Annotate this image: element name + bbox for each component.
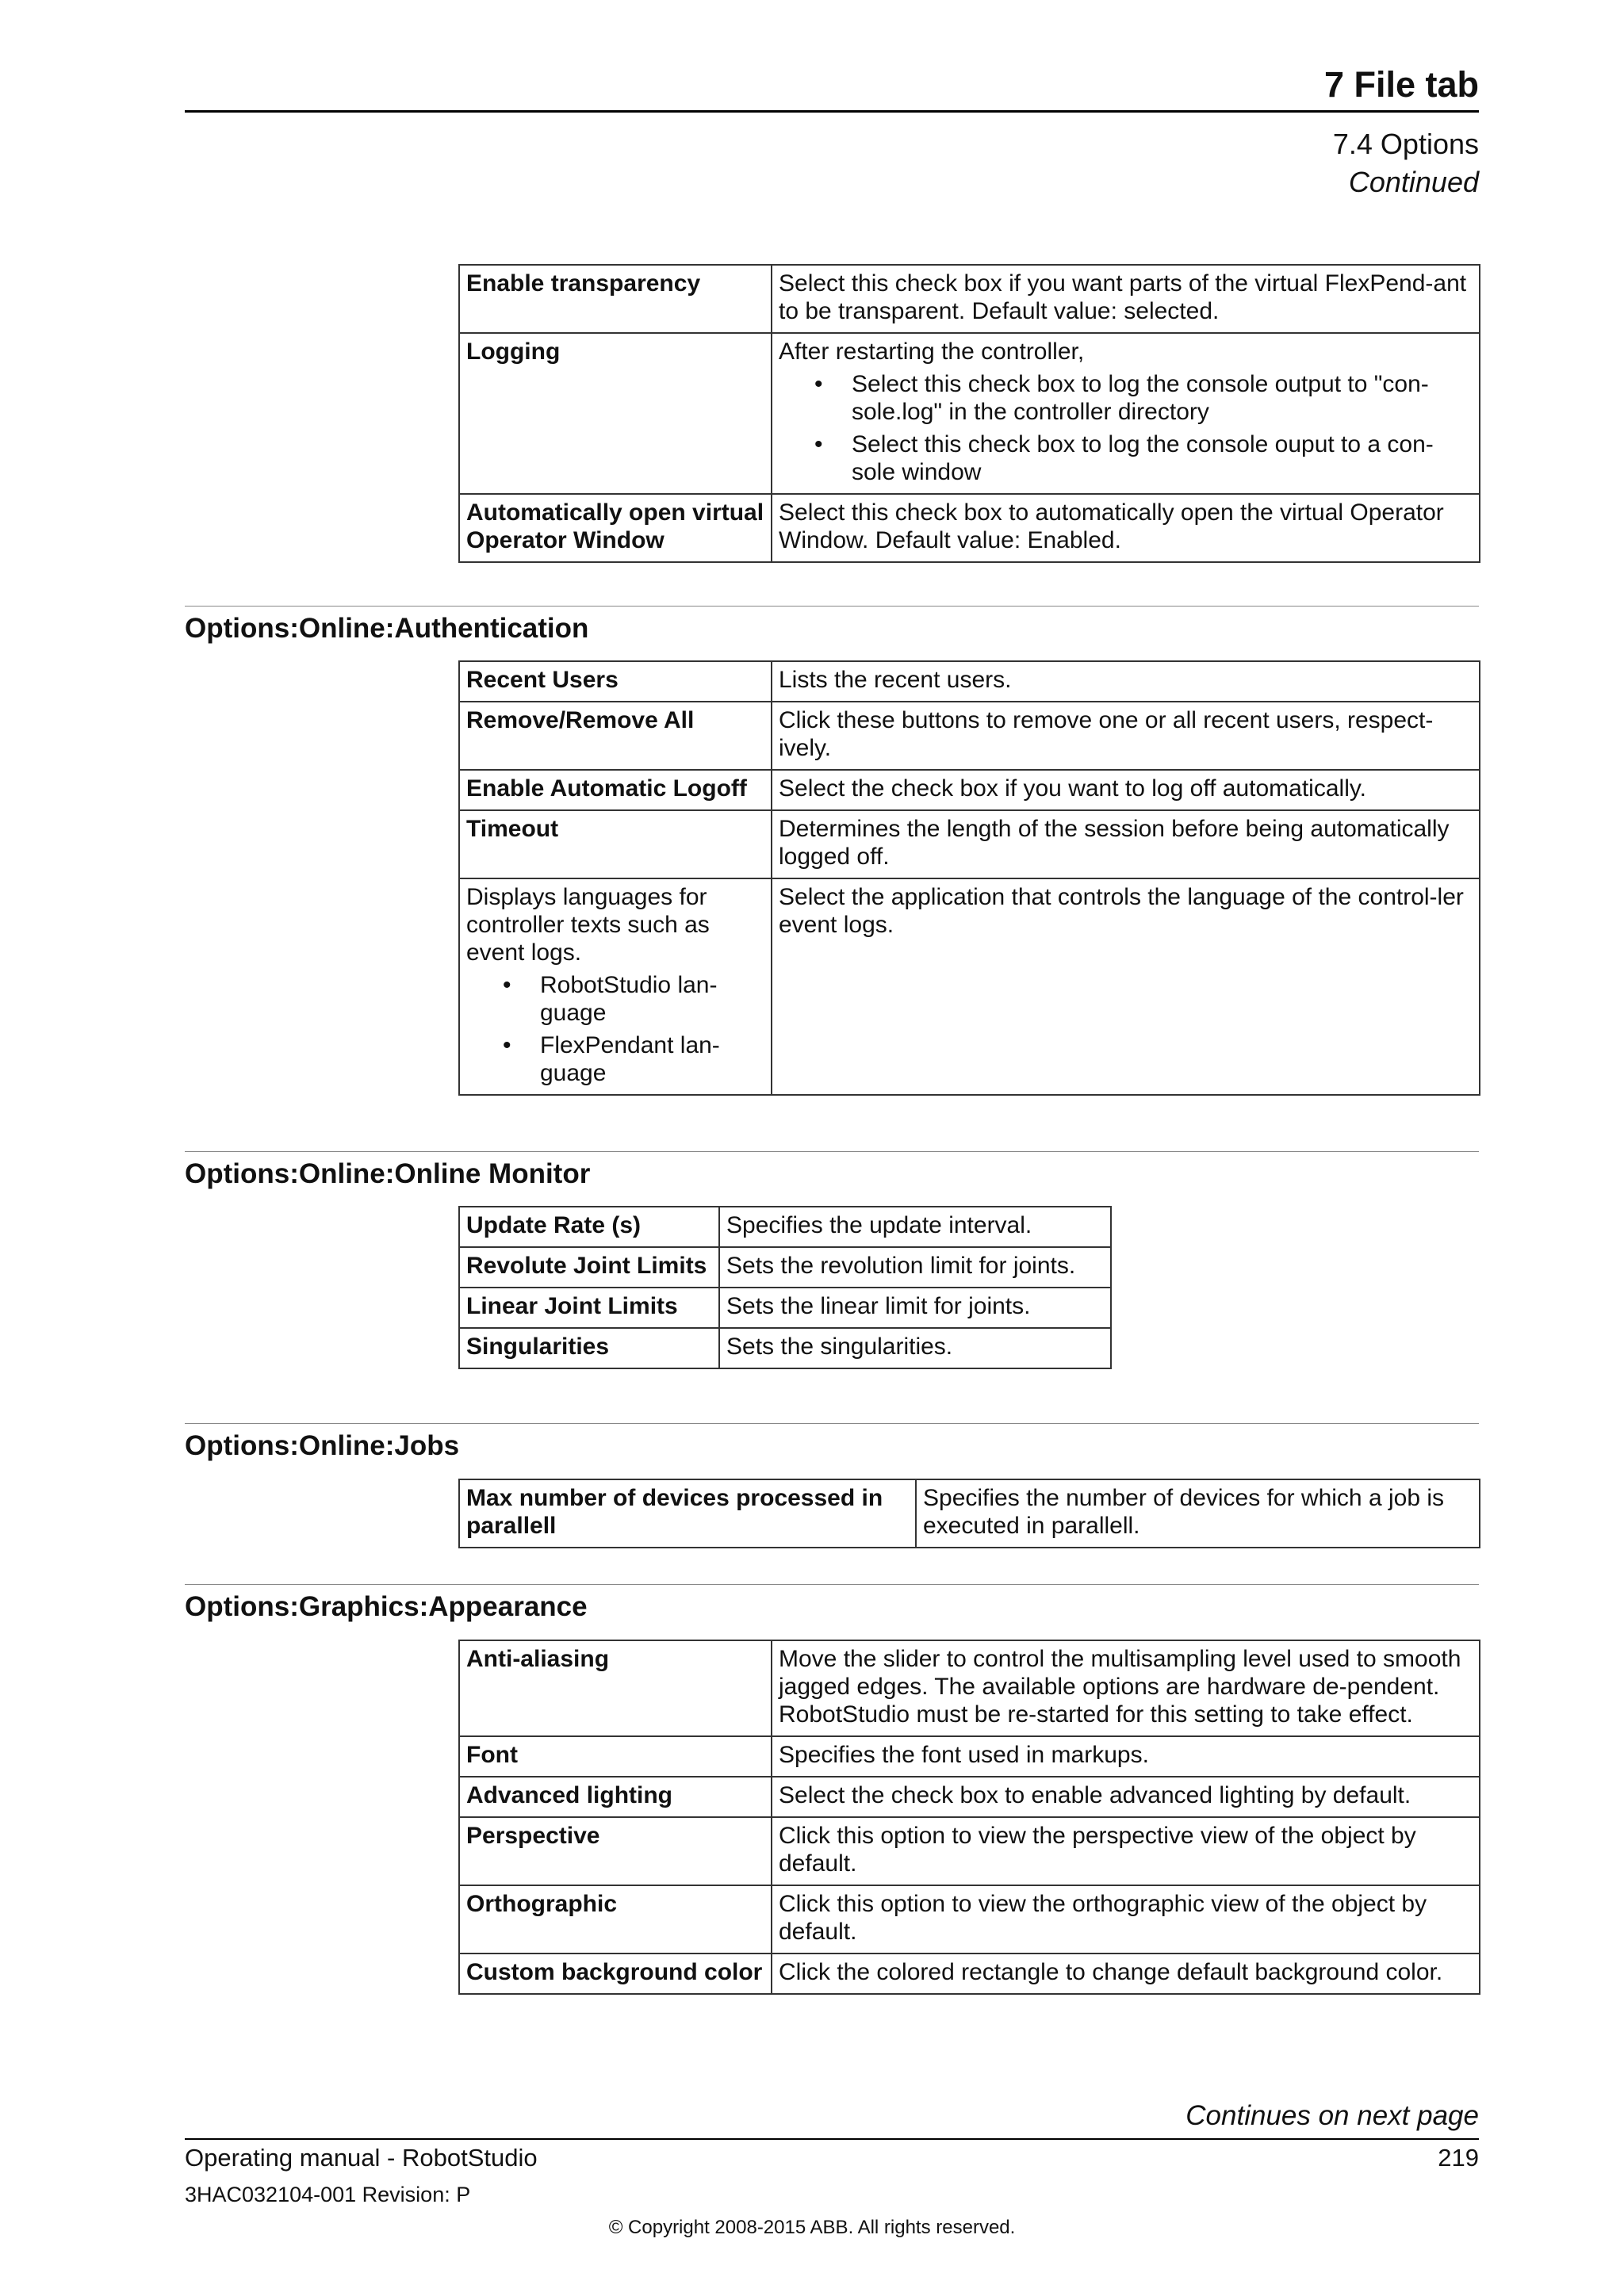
option-term: Custom background color — [459, 1954, 772, 1994]
section-heading: Options:Online:Online Monitor — [185, 1158, 591, 1189]
list-item: • RobotStudio lan-guage — [466, 971, 766, 1027]
jobs-table — [458, 1479, 1480, 1548]
header-rule — [185, 110, 1479, 113]
table-row — [459, 1207, 1111, 1247]
copyright-notice: © Copyright 2008-2015 ABB. All rights reserved. — [608, 2217, 1016, 2238]
option-term: Automatically open virtual Operator Window — [459, 494, 772, 562]
table-row — [459, 1328, 1111, 1368]
option-description: Click this option to view the perspective view of the object by default. — [772, 1817, 1480, 1885]
bullet-list — [779, 370, 1474, 486]
document-id: 3HAC032104-001 Revision: P — [185, 2183, 471, 2206]
option-description: Specifies the font used in markups. — [772, 1736, 1480, 1777]
chapter-title: 7 File tab — [1323, 64, 1479, 105]
option-term: Anti-aliasing — [459, 1640, 772, 1736]
option-description: Determines the length of the session before being automatically logged off. — [772, 810, 1480, 878]
option-description: Click these buttons to remove one or all recent users, respect-ively. — [772, 702, 1480, 770]
option-term: Revolute Joint Limits — [459, 1247, 719, 1288]
option-description: Specifies the number of devices for which a job is executed in parallell. — [916, 1479, 1480, 1548]
option-term: Recent Users — [459, 661, 772, 702]
section-rule — [185, 1584, 1479, 1585]
option-term: Remove/Remove All — [459, 702, 772, 770]
table-row — [459, 1885, 1480, 1954]
option-description: Click this option to view the orthographic view of the object by default. — [772, 1885, 1480, 1954]
option-term: Perspective — [459, 1817, 772, 1885]
options-table-continued — [458, 264, 1480, 563]
option-description-text: After restarting the controller, — [779, 339, 1085, 365]
section-heading: Options:Online:Authentication — [185, 613, 589, 644]
table-row — [459, 1247, 1111, 1288]
option-term: Update Rate (s) — [459, 1207, 719, 1247]
option-description: Select the check box if you want to log off automatically. — [772, 770, 1480, 810]
option-term: Singularities — [459, 1328, 719, 1368]
option-description: Select the check box to enable advanced lighting by default. — [772, 1777, 1480, 1817]
table-row — [459, 878, 1480, 1095]
option-description: Sets the linear limit for joints. — [719, 1288, 1111, 1328]
table-row — [459, 661, 1480, 702]
section-heading: Options:Graphics:Appearance — [185, 1591, 588, 1622]
option-term: Font — [459, 1736, 772, 1777]
continued-label: Continued — [1348, 166, 1479, 198]
option-term: Timeout — [459, 810, 772, 878]
table-row — [459, 1640, 1480, 1736]
list-item: • Select this check box to log the console output to "con-sole.log" in the controller directory — [779, 370, 1474, 426]
option-term-text: Displays languages for controller texts such as event logs. — [466, 884, 710, 966]
option-term: Logging — [459, 333, 772, 494]
option-description: Sets the singularities. — [719, 1328, 1111, 1368]
option-term: Enable Automatic Logoff — [459, 770, 772, 810]
appearance-table — [458, 1640, 1480, 1995]
table-row — [459, 770, 1480, 810]
table-row — [459, 1817, 1480, 1885]
option-description: Sets the revolution limit for joints. — [719, 1247, 1111, 1288]
section-rule — [185, 606, 1479, 607]
option-description: Select this check box if you want parts of the virtual FlexPend-ant to be transparent. Default value: selected. — [772, 265, 1480, 333]
table-row — [459, 1736, 1480, 1777]
option-description: Specifies the update interval. — [719, 1207, 1111, 1247]
option-term: Max number of devices processed in parallell — [459, 1479, 916, 1548]
option-term — [459, 878, 772, 1095]
option-term: Enable transparency — [459, 265, 772, 333]
table-row — [459, 1479, 1480, 1548]
table-row — [459, 810, 1480, 878]
table-row — [459, 1288, 1111, 1328]
online-monitor-table — [458, 1206, 1112, 1369]
section-rule — [185, 1151, 1479, 1152]
option-description: Click the colored rectangle to change default background color. — [772, 1954, 1480, 1994]
table-row — [459, 1954, 1480, 1994]
list-item: • FlexPendant lan-guage — [466, 1031, 766, 1087]
table-row — [459, 494, 1480, 562]
table-row — [459, 1777, 1480, 1817]
footer-rule — [185, 2138, 1479, 2140]
option-description: Select this check box to automatically open the virtual Operator Window. Default value: Enabled. — [772, 494, 1480, 562]
option-description: Lists the recent users. — [772, 661, 1480, 702]
option-description: Select the application that controls the language of the control-ler event logs. — [772, 878, 1480, 1095]
option-description: Move the slider to control the multisampling level used to smooth jagged edges. The available options are hardware de-pendent. RobotStudio must be re-started for this setting to take effect. — [772, 1640, 1480, 1736]
bullet-list — [466, 971, 766, 1087]
option-term: Orthographic — [459, 1885, 772, 1954]
section-rule — [185, 1423, 1479, 1424]
continues-next-page: Continues on next page — [1185, 2100, 1479, 2131]
list-item: • Select this check box to log the console ouput to a con-sole window — [779, 430, 1474, 486]
option-description — [772, 333, 1480, 494]
table-row — [459, 333, 1480, 494]
authentication-table — [458, 660, 1480, 1096]
option-term: Advanced lighting — [459, 1777, 772, 1817]
option-term: Linear Joint Limits — [459, 1288, 719, 1328]
table-row — [459, 702, 1480, 770]
table-row — [459, 265, 1480, 333]
manual-title: Operating manual - RobotStudio — [185, 2144, 538, 2172]
section-title: 7.4 Options — [1332, 128, 1479, 160]
page-number: 219 — [1438, 2144, 1479, 2172]
section-heading: Options:Online:Jobs — [185, 1430, 460, 1461]
